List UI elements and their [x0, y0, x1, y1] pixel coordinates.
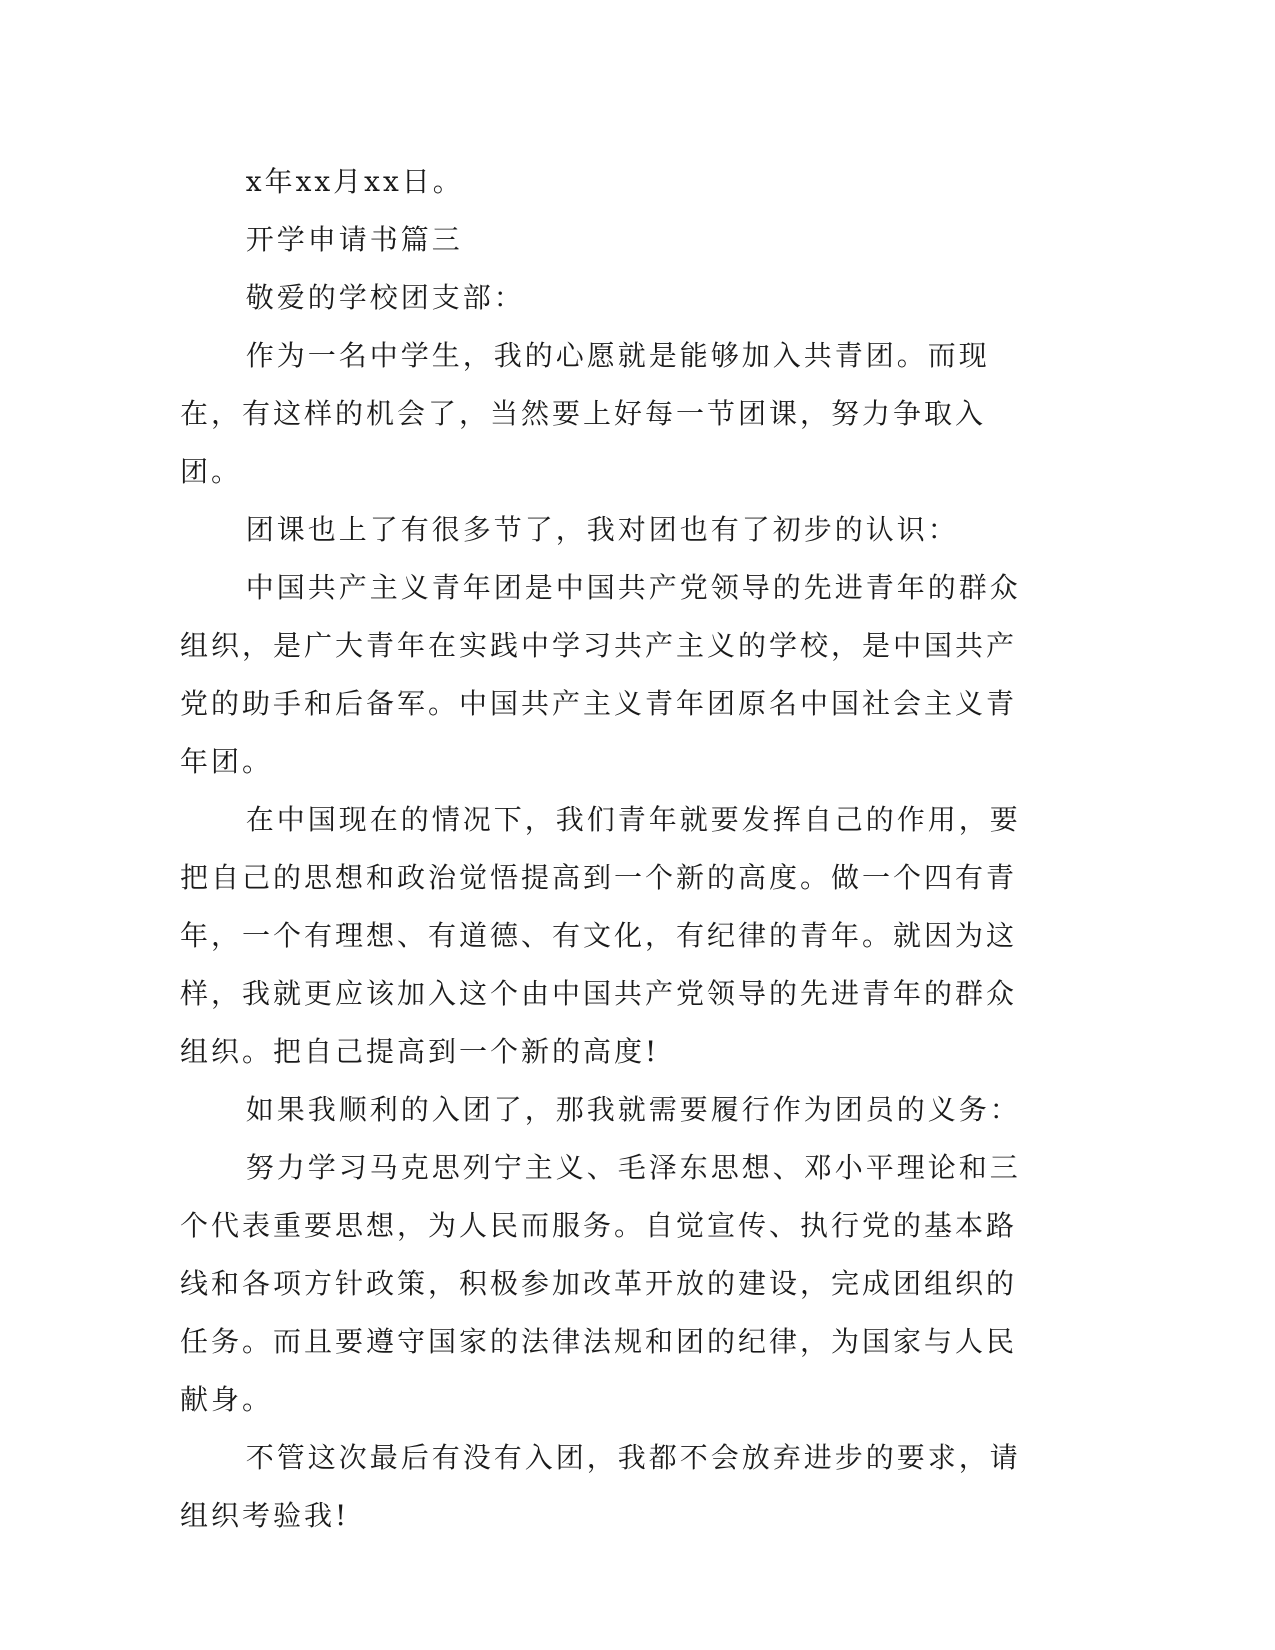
salutation: 敬爱的学校团支部：	[245, 281, 525, 314]
paragraph: 如果我顺利的入团了，那我就需要履行作为团员的义务：	[245, 1093, 1021, 1126]
paragraph: 作为一名中学生，我的心愿就是能够加入共青团。而现在，有这样的机会了，当然要上好每一节团课，努力争取入团。	[180, 339, 990, 488]
date-line: x年xx月xx日。	[245, 165, 464, 198]
paragraph: 中国共产主义青年团是中国共产党领导的先进青年的群众组织，是广大青年在实践中学习共产主义的学校，是中国共产党的助手和后备军。中国共产主义青年团原名中国社会主义青年团。	[180, 571, 1021, 778]
paragraph: 团课也上了有很多节了，我对团也有了初步的认识：	[245, 513, 959, 546]
section-title: 开学申请书篇三	[245, 223, 463, 256]
closing-paragraph: 不管这次最后有没有入团，我都不会放弃进步的要求，请组织考验我!	[180, 1441, 1021, 1532]
document-body	[180, 153, 1038, 1545]
paragraph: 努力学习马克思列宁主义、毛泽东思想、邓小平理论和三个代表重要思想，为人民而服务。自觉宣传、执行党的基本路线和各项方针政策，积极参加改革开放的建设，完成团组织的任务。而且要遵守国家的法律法规和团的纪律，为国家与人民献身。	[180, 1151, 1021, 1416]
paragraph: 在中国现在的情况下，我们青年就要发挥自己的作用，要把自己的思想和政治觉悟提高到一个新的高度。做一个四有青年，一个有理想、有道德、有文化，有纪律的青年。就因为这样，我就更应该加入这个由中国共产党领导的先进青年的群众组织。把自己提高到一个新的高度!	[180, 803, 1021, 1068]
